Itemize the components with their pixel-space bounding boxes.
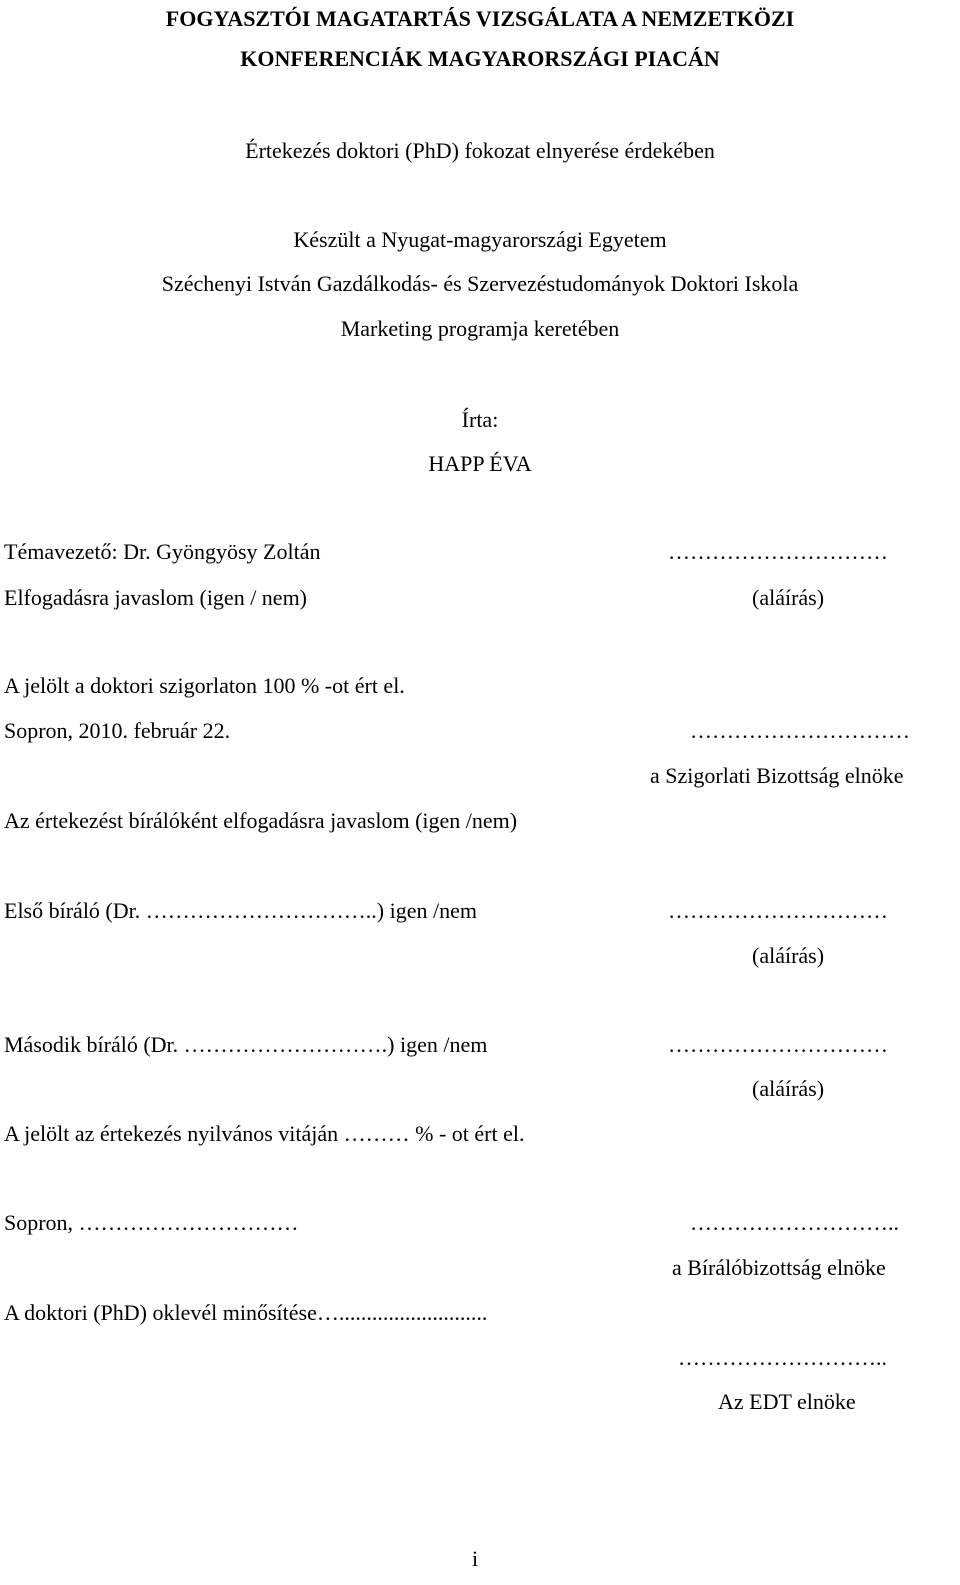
diploma-signature-line: ……………………….. xyxy=(678,1345,887,1370)
defense-signature-caption: a Bírálóbizottság elnöke xyxy=(672,1255,886,1280)
exam-signature-line: ………………………… xyxy=(690,718,910,743)
defense-result: A jelölt az értekezés nyilvános vitáján ……… % - ot ért el. xyxy=(4,1121,525,1146)
author-name: HAPP ÉVA xyxy=(428,451,532,476)
author-label: Írta: xyxy=(461,407,499,432)
institution-line-2: Széchenyi István Gazdálkodás- és Szervezéstudományok Doktori Iskola xyxy=(161,271,799,296)
first-reviewer: Első bíráló (Dr. …………………………..) igen /nem xyxy=(4,898,477,923)
first-reviewer-signature-line: ………………………… xyxy=(668,898,888,923)
diploma-rating: A doktori (PhD) oklevél minősítése…........................... xyxy=(4,1300,488,1325)
supervisor-signature-line: ………………………… xyxy=(668,539,888,564)
defense-place: Sopron, ………………………… xyxy=(4,1210,299,1235)
title-line-1: FOGYASZTÓI MAGATARTÁS VIZSGÁLATA A NEMZETKÖZI xyxy=(165,6,795,31)
supervisor-signature-caption: (aláírás) xyxy=(752,585,825,610)
institution-line-1: Készült a Nyugat-magyarországi Egyetem xyxy=(293,227,667,252)
defense-signature-line: ……………………….. xyxy=(690,1210,899,1235)
exam-signature-caption: a Szigorlati Bizottság elnöke xyxy=(650,763,904,788)
second-reviewer-signature-line: ………………………… xyxy=(668,1032,888,1057)
supervisor-label: Témavezető: Dr. Gyöngyösy Zoltán xyxy=(4,539,321,564)
first-reviewer-signature-caption: (aláírás) xyxy=(752,943,825,968)
subtitle: Értekezés doktori (PhD) fokozat elnyerése érdekében xyxy=(245,138,715,163)
page-number: i xyxy=(472,1546,479,1571)
supervisor-recommend: Elfogadásra javaslom (igen / nem) xyxy=(4,585,308,610)
institution-line-3: Marketing programja keretében xyxy=(340,316,620,341)
exam-place-date: Sopron, 2010. február 22. xyxy=(4,718,231,743)
second-reviewer-signature-caption: (aláírás) xyxy=(752,1076,825,1101)
exam-result: A jelölt a doktori szigorlaton 100 % -ot ért el. xyxy=(4,673,405,698)
title-line-2: KONFERENCIÁK MAGYARORSZÁGI PIACÁN xyxy=(240,46,720,71)
diploma-signature-caption: Az EDT elnöke xyxy=(718,1389,856,1414)
reviewers-intro: Az értekezést bírálóként elfogadásra javaslom (igen /nem) xyxy=(4,808,518,833)
second-reviewer: Második bíráló (Dr. ……………………….) igen /nem xyxy=(4,1032,488,1057)
